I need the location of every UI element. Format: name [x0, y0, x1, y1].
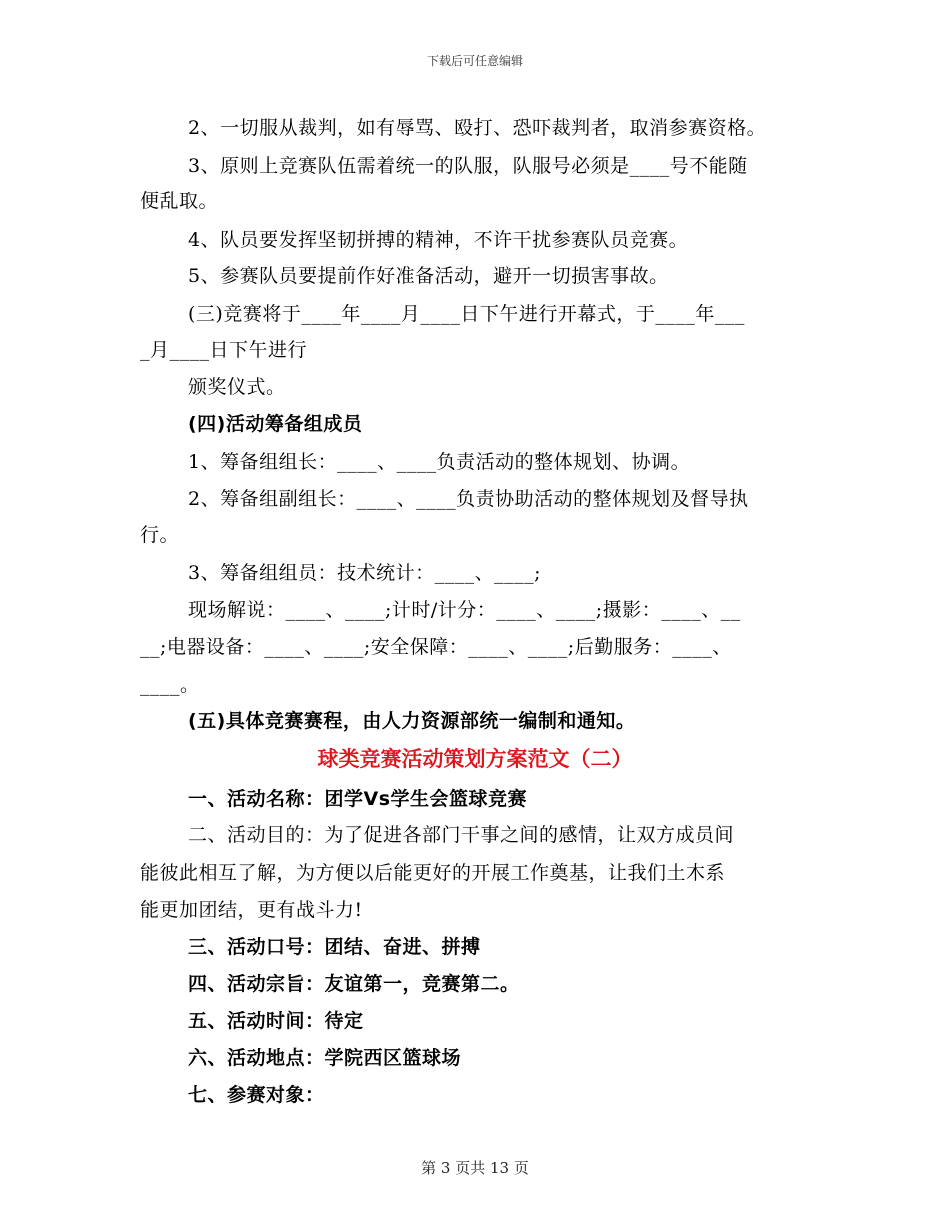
section-heading: 五、活动时间：待定	[188, 1010, 364, 1032]
paragraph-line: 二、活动目的：为了促进各部门干事之间的感情，让双方成员间	[188, 824, 735, 846]
paragraph-line: (三)竞赛将于____年____月____日下午进行开幕式，于____年___	[188, 303, 745, 325]
section-heading: 七、参赛对象：	[188, 1084, 325, 1106]
paragraph-line: 能彼此相互了解，为方便以后能更好的开展工作奠基，让我们土木系	[140, 862, 726, 884]
paragraph-line: 现场解说：____、____;计时/计分：____、____;摄影：____、__	[188, 599, 741, 621]
paragraph-line: 3、原则上竞赛队伍需着统一的队服，队服号必须是____号不能随	[188, 155, 748, 177]
section-heading: (四)活动筹备组成员	[188, 413, 363, 435]
paragraph-line: 3、筹备组组员：技术统计：____、____;	[188, 562, 541, 584]
paragraph-line: 2、筹备组副组长：____、____负责协助活动的整体规划及督导执	[188, 488, 749, 510]
section-heading: 一、活动名称：团学Vs学生会篮球竞赛	[188, 788, 528, 810]
section-heading: 四、活动宗旨：友谊第一，竞赛第二。	[188, 973, 520, 995]
paragraph-line: 1、筹备组组长：____、____负责活动的整体规划、协调。	[188, 451, 691, 473]
paragraph-line: 5、参赛队员要提前作好准备活动，避开一切损害事故。	[188, 265, 669, 287]
paragraph-line: ____。	[140, 674, 200, 696]
section-heading: (五)具体竞赛赛程，由人力资源部统一编制和通知。	[188, 710, 636, 732]
paragraph-line: _月____日下午进行	[140, 339, 308, 361]
page-header: 下载后可任意编辑	[426, 54, 523, 68]
paragraph-line: 颁奖仪式。	[188, 376, 286, 398]
paragraph-line: __;电器设备：____、____;安全保障：____、____;后勤服务：____、	[140, 636, 732, 658]
paragraph-line: 行。	[140, 524, 180, 546]
section-heading: 三、活动口号：团结、奋进、拼搏	[188, 936, 481, 958]
paragraph-line: 4、队员要发挥坚韧拼搏的精神，不许干扰参赛队员竞赛。	[188, 229, 689, 251]
paragraph-line: 能更加团结，更有战斗力!	[140, 899, 363, 921]
paragraph-line: 便乱取。	[140, 190, 219, 212]
paragraph-line: 2、一切服从裁判，如有辱骂、殴打、恐吓裁判者，取消参赛资格。	[188, 117, 767, 139]
document-title: 球类竞赛活动策划方案范文（二）	[317, 747, 633, 771]
page-footer: 第 3 页共 13 页	[421, 1159, 529, 1177]
section-heading: 六、活动地点：学院西区篮球场	[188, 1047, 462, 1069]
